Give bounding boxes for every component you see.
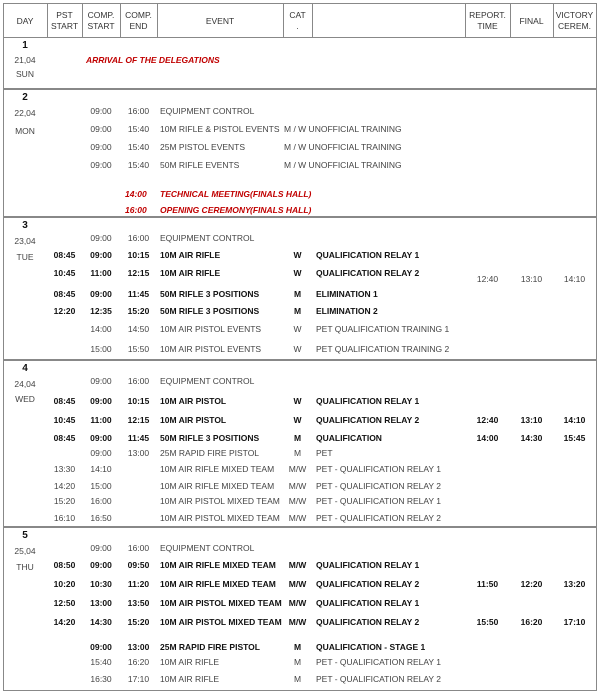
comp-end: 11:45: [127, 433, 150, 443]
victory-ceremony-time: 15:45: [563, 433, 586, 443]
comp-end: 11:20: [127, 579, 150, 589]
comp-end: 15:40: [127, 142, 150, 152]
pst-start: 13:30: [53, 464, 76, 474]
comp-end: 16:00: [127, 376, 150, 386]
final-time: 13:10: [520, 274, 543, 284]
comp-start: 15:40: [90, 657, 112, 667]
event-phase: ELIMINATION 2: [316, 306, 378, 316]
pst-start: 08:45: [53, 289, 76, 299]
pst-start: 10:45: [53, 268, 76, 278]
comp-end: 12:15: [127, 268, 150, 278]
comp-start: 11:00: [90, 415, 112, 425]
comp-end: 15:20: [127, 306, 150, 316]
pst-start: 15:20: [53, 496, 76, 506]
category: M/W: [288, 598, 307, 608]
event-name: 10M AIR PISTOL MIXED TEAM: [160, 598, 282, 608]
header-comp-start: COMP. START: [87, 10, 115, 31]
category: M/W: [288, 617, 307, 627]
comp-end: 10:15: [127, 250, 150, 260]
event-name: 25M RAPID FIRE PISTOL: [160, 448, 260, 458]
arrival-note: ARRIVAL OF THE DELEGATIONS: [86, 55, 220, 65]
header-victory-ceremony: VICTORY CEREM.: [555, 10, 594, 31]
event-name: 10M RIFLE & PISTOL EVENTS: [160, 124, 280, 134]
report-time: 11:50: [476, 579, 499, 589]
category: W: [293, 396, 302, 406]
event-phase: PET QUALIFICATION TRAINING 1: [316, 324, 450, 334]
comp-start: 10:30: [90, 579, 112, 589]
event-phase: QUALIFICATION: [316, 433, 382, 443]
category: M/W: [288, 464, 307, 474]
day-number: 1: [22, 40, 28, 51]
event-name: 50M RIFLE 3 POSITIONS: [160, 289, 260, 299]
event-name: 10M AIR PISTOL EVENTS: [160, 324, 262, 334]
day-number: 3: [22, 220, 28, 231]
event-phase: QUALIFICATION RELAY 1: [316, 250, 420, 260]
event-name: 50M RIFLE EVENTS: [160, 160, 240, 170]
comp-end: 13:00: [127, 642, 150, 652]
comp-start: 09:00: [90, 448, 112, 458]
event-phase: PET - QUALIFICATION RELAY 1: [316, 464, 442, 474]
comp-end: 16:00: [127, 106, 150, 116]
comp-end: 16:00: [127, 543, 150, 553]
day-date: 25,04: [14, 546, 36, 556]
comp-start: 12:35: [90, 306, 112, 316]
comp-end: 17:10: [127, 674, 150, 684]
pst-start: 10:20: [53, 579, 76, 589]
comp-start: 09:00: [90, 376, 112, 386]
event-name: 10M AIR RIFLE: [160, 674, 220, 684]
event-phase: QUALIFICATION RELAY 1: [316, 598, 420, 608]
comp-start: 09:00: [90, 233, 112, 243]
event-name: 10M AIR RIFLE MIXED TEAM: [160, 481, 275, 491]
event-name: EQUIPMENT CONTROL: [160, 233, 255, 243]
comp-end: 16:20: [127, 657, 150, 667]
comp-end: 13:50: [127, 598, 150, 608]
final-time: 14:30: [520, 433, 543, 443]
comp-start: 14:10: [90, 464, 112, 474]
category: M/W: [288, 513, 307, 523]
day-date: 24,04: [14, 379, 36, 389]
day-number: 4: [22, 363, 28, 374]
category: W: [293, 415, 302, 425]
category: W: [293, 324, 302, 334]
category: M: [293, 306, 302, 316]
category: W: [293, 250, 302, 260]
comp-start: 09:00: [90, 289, 112, 299]
event-phase: ELIMINATION 1: [316, 289, 378, 299]
category: W: [293, 268, 302, 278]
header-final: FINAL: [519, 15, 544, 26]
event-name: 50M RIFLE 3 POSITIONS: [160, 433, 260, 443]
comp-start: 14:30: [90, 617, 112, 627]
victory-ceremony-time: 14:10: [563, 415, 586, 425]
event-phase: PET QUALIFICATION TRAINING 2: [316, 344, 450, 354]
event-phase: QUALIFICATION - STAGE 1: [316, 642, 426, 652]
comp-start: 09:00: [90, 142, 112, 152]
event-phase: PET - QUALIFICATION RELAY 1: [316, 496, 442, 506]
pst-start: 08:45: [53, 433, 76, 443]
comp-end: 15:40: [127, 160, 150, 170]
comp-end: 15:50: [127, 344, 150, 354]
event-name: 10M AIR PISTOL: [160, 415, 227, 425]
category: M: [293, 289, 302, 299]
pst-start: 14:20: [53, 617, 76, 627]
pst-start: 12:20: [53, 306, 76, 316]
comp-end: 10:15: [127, 396, 150, 406]
final-time: 13:10: [520, 415, 543, 425]
category: M/W: [288, 579, 307, 589]
victory-ceremony-time: 13:20: [563, 579, 586, 589]
event-phase: QUALIFICATION RELAY 2: [316, 579, 420, 589]
event-name: 10M AIR RIFLE MIXED TEAM: [160, 560, 276, 570]
event-name: 10M AIR PISTOL: [160, 396, 227, 406]
event-phase: PET: [316, 448, 333, 458]
event-name: EQUIPMENT CONTROL: [160, 376, 255, 386]
pst-start: 10:45: [53, 415, 76, 425]
day-number: 2: [22, 92, 28, 103]
event-phase: PET - QUALIFICATION RELAY 2: [316, 513, 442, 523]
comp-start: 16:50: [90, 513, 112, 523]
comp-end: 15:40: [127, 124, 150, 134]
comp-start: 09:00: [90, 250, 112, 260]
category: M: [293, 448, 302, 458]
header-report-time: REPORT. TIME: [469, 10, 506, 31]
event-name: 10M AIR RIFLE: [160, 657, 220, 667]
category: M/W: [288, 496, 307, 506]
day-weekday: THU: [16, 562, 34, 572]
event-phase: PET - QUALIFICATION RELAY 2: [316, 481, 442, 491]
comp-start: 11:00: [90, 268, 112, 278]
day-date: 21,04: [14, 55, 36, 65]
event-name: 10M AIR PISTOL MIXED TEAM: [160, 496, 280, 506]
day-date: 22,04: [14, 108, 36, 118]
comp-end: 14:50: [127, 324, 150, 334]
header-cat: CAT .: [289, 10, 306, 31]
comp-start: 14:00: [90, 324, 112, 334]
event-name: 10M AIR RIFLE MIXED TEAM: [160, 579, 276, 589]
comp-end: 12:15: [127, 415, 150, 425]
event-name: EQUIPMENT CONTROL: [160, 106, 255, 116]
comp-start: 09:00: [90, 543, 112, 553]
report-time: 15:50: [476, 617, 499, 627]
report-time: 12:40: [476, 415, 499, 425]
comp-start: 13:00: [90, 598, 112, 608]
event-name: 10M AIR RIFLE MIXED TEAM: [160, 464, 275, 474]
category: M: [293, 657, 302, 667]
day-weekday: TUE: [16, 252, 34, 262]
event-phase: PET - QUALIFICATION RELAY 1: [316, 657, 442, 667]
final-time: 16:20: [520, 617, 543, 627]
event-name: 10M AIR RIFLE: [160, 250, 221, 260]
day-weekday: MON: [15, 126, 35, 136]
comp-start: 15:00: [90, 481, 112, 491]
day-date: 23,04: [14, 236, 36, 246]
comp-start: 16:30: [90, 674, 112, 684]
comp-start: 09:00: [90, 560, 112, 570]
pst-start: 08:50: [53, 560, 76, 570]
comp-start: 09:00: [90, 642, 112, 652]
pst-start: 12:50: [53, 598, 76, 608]
comp-start: 09:00: [90, 124, 112, 134]
victory-ceremony-time: 14:10: [563, 274, 586, 284]
event-phase: QUALIFICATION RELAY 2: [316, 268, 420, 278]
comp-start: 09:00: [90, 396, 112, 406]
category: M/W: [288, 481, 307, 491]
report-time: 14:00: [476, 433, 499, 443]
header-day: DAY: [16, 15, 34, 26]
event-name: 10M AIR PISTOL MIXED TEAM: [160, 617, 282, 627]
victory-ceremony-time: 17:10: [563, 617, 586, 627]
category: M / W UNOFFICIAL TRAINING: [284, 160, 402, 170]
event-phase: QUALIFICATION RELAY 2: [316, 617, 420, 627]
event-phase: QUALIFICATION RELAY 1: [316, 396, 420, 406]
pst-start: 08:45: [53, 250, 76, 260]
event-phase: PET - QUALIFICATION RELAY 2: [316, 674, 442, 684]
header-event: EVENT: [205, 15, 235, 26]
event-name: EQUIPMENT CONTROL: [160, 543, 255, 553]
day-number: 5: [22, 530, 28, 541]
category: M / W UNOFFICIAL TRAINING: [284, 142, 402, 152]
category: M: [293, 642, 302, 652]
header-comp-end: COMP. END: [125, 10, 152, 31]
comp-end: 16:00: [127, 233, 150, 243]
comp-end: 13:00: [127, 448, 150, 458]
pst-start: 14:20: [53, 481, 76, 491]
category: M/W: [288, 560, 307, 570]
comp-end: 11:45: [127, 289, 150, 299]
event-phase: QUALIFICATION RELAY 1: [316, 560, 420, 570]
comp-start: 09:00: [90, 106, 112, 116]
category: M: [293, 433, 302, 443]
comp-start: 15:00: [90, 344, 112, 354]
day-weekday: SUN: [16, 69, 34, 79]
event-name: 10M AIR PISTOL EVENTS: [160, 344, 262, 354]
report-time: 12:40: [476, 274, 499, 284]
comp-end: 15:20: [127, 617, 150, 627]
pst-start: 16:10: [53, 513, 76, 523]
event-name: 50M RIFLE 3 POSITIONS: [160, 306, 260, 316]
header-pst-start: PST START: [50, 10, 79, 31]
category: W: [293, 344, 302, 354]
event-name: 25M RAPID FIRE PISTOL: [160, 642, 260, 652]
category: M / W UNOFFICIAL TRAINING: [284, 124, 402, 134]
event-name: 10M AIR RIFLE: [160, 268, 221, 278]
day-weekday: WED: [15, 394, 35, 404]
event-name: 25M PISTOL EVENTS: [160, 142, 246, 152]
event-name: 10M AIR PISTOL MIXED TEAM: [160, 513, 280, 523]
comp-start: 09:00: [90, 433, 112, 443]
event-phase: QUALIFICATION RELAY 2: [316, 415, 420, 425]
comp-start: 16:00: [90, 496, 112, 506]
comp-start: 09:00: [90, 160, 112, 170]
category: M: [293, 674, 302, 684]
final-time: 12:20: [520, 579, 543, 589]
pst-start: 08:45: [53, 396, 76, 406]
comp-end: 09:50: [127, 560, 150, 570]
